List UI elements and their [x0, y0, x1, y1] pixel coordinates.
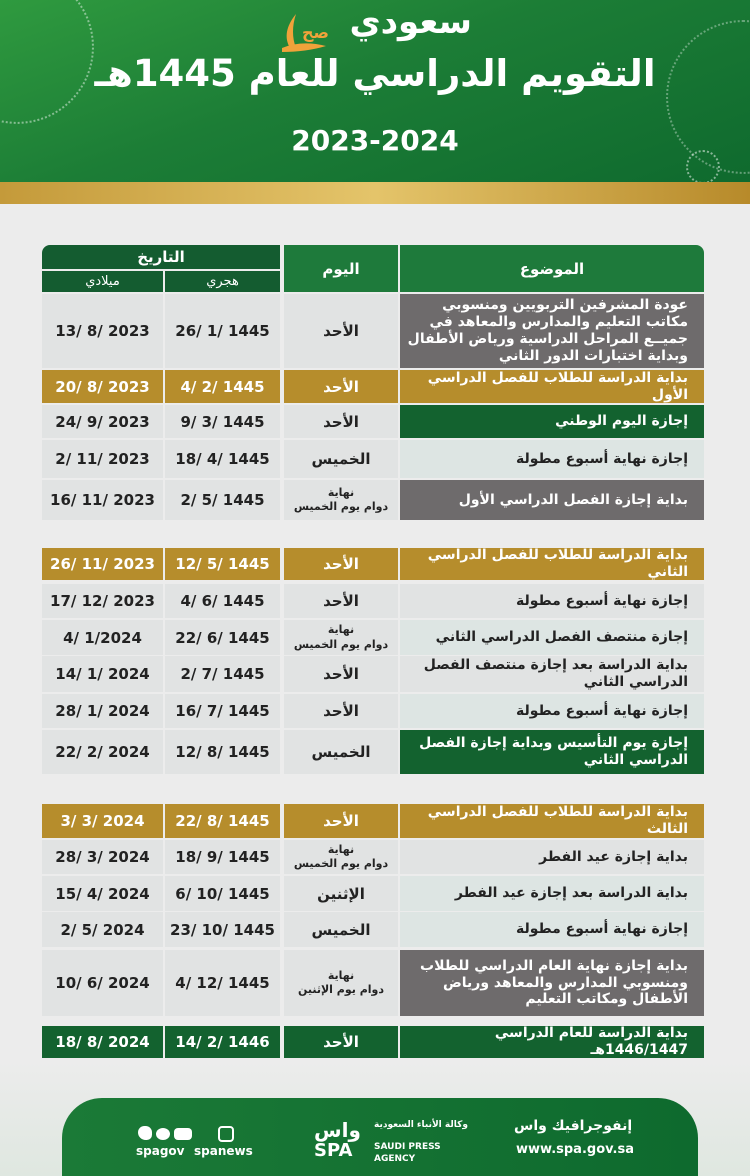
row-hijri-date: 9/ 3/ 1445 [165, 405, 280, 438]
column-header-topic: الموضوع [400, 245, 704, 292]
column-header-gregorian: ميلادي [42, 271, 163, 292]
row-day-line-2: دوام يوم الإثنين [297, 983, 385, 996]
row-day-line-1: نهاية [327, 968, 355, 982]
row-day: الأحد [284, 405, 398, 438]
gold-divider [0, 182, 750, 204]
agency-name-en-2: AGENCY [374, 1154, 416, 1164]
row-topic: بداية الدراسة للعام الدراسي 1446/1447هـ [400, 1026, 704, 1058]
row-day: الأحد [284, 548, 398, 580]
row-topic: إجازة نهاية أسبوع مطولة [400, 584, 704, 618]
row-day-line-2: دوام يوم الخميس [293, 637, 389, 651]
row-hijri-date: 4/ 2/ 1445 [165, 370, 280, 403]
column-header-hijri: هجري [165, 271, 280, 292]
row-topic: بداية الدراسة بعد إجازة منتصف الفصل الدراسي الثاني [400, 656, 704, 692]
row-gregorian-date: 3/ 3/ 2024 [42, 804, 163, 838]
row-gregorian-date: 28/ 3/ 2024 [42, 840, 163, 874]
row-gregorian-date: 2/ 5/ 2024 [42, 912, 163, 947]
row-gregorian-date: 24/ 9/ 2023 [42, 405, 163, 438]
row-hijri-date: 2/ 7/ 1445 [165, 656, 280, 692]
row-hijri-date: 4/ 12/ 1445 [165, 950, 280, 1016]
row-day-line-1: نهاية [327, 842, 355, 856]
row-day [284, 620, 398, 655]
row-topic: بداية إجازة الفصل الدراسي الأول [400, 480, 704, 520]
spagov-handle[interactable]: spagov [136, 1144, 185, 1158]
instagram-icon[interactable] [218, 1126, 234, 1142]
column-header-date: التاريخ [42, 245, 280, 269]
column-header-day: اليوم [284, 245, 398, 292]
row-hijri-date: 18/ 4/ 1445 [165, 440, 280, 478]
row-day-line-1: نهاية [327, 623, 355, 637]
sail-icon [276, 12, 330, 54]
row-gregorian-date: 18/ 8/ 2024 [42, 1026, 163, 1058]
row-day [284, 480, 398, 520]
row-hijri-date: 23/ 10/ 1445 [165, 912, 280, 947]
row-hijri-date: 22/ 6/ 1445 [165, 620, 280, 655]
row-day: الأحد [284, 656, 398, 692]
row-hijri-date: 6/ 10/ 1445 [165, 876, 280, 911]
row-day: الإثنين [284, 876, 398, 911]
page-subtitle: 2023-2024 [291, 124, 459, 157]
row-day: الأحد [284, 584, 398, 618]
row-topic: بداية إجازة نهاية العام الدراسي للطلاب ومنسوبي المدارس والمعاهد ورياض الأطفال ومكاتب التعليم [400, 950, 704, 1016]
row-hijri-date: 16/ 7/ 1445 [165, 694, 280, 728]
row-topic: إجازة اليوم الوطني [400, 405, 704, 438]
spa-logo-arabic: واس [314, 1118, 361, 1142]
row-hijri-date: 12/ 8/ 1445 [165, 730, 280, 774]
row-day: الأحد [284, 804, 398, 838]
row-day [284, 840, 398, 874]
row-day [284, 950, 398, 1016]
row-topic: إجازة نهاية أسبوع مطولة [400, 694, 704, 728]
row-hijri-date: 2/ 5/ 1445 [165, 480, 280, 520]
page-title: التقويم الدراسي للعام 1445هـ [94, 52, 656, 95]
row-hijri-date: 14/ 2/ 1446 [165, 1026, 280, 1058]
svg-text:صح: صح [302, 23, 329, 42]
row-day: الأحد [284, 1026, 398, 1058]
row-gregorian-date: 2/ 11/ 2023 [42, 440, 163, 478]
footer-bar [62, 1098, 698, 1176]
row-day-line-2: دوام يوم الخميس [293, 500, 389, 513]
spanews-handle[interactable]: spanews [194, 1144, 253, 1158]
row-topic: بداية الدراسة للطلاب للفصل الدراسي الثاني [400, 548, 704, 580]
row-gregorian-date: 28/ 1/ 2024 [42, 694, 163, 728]
twitter-icon[interactable] [156, 1128, 170, 1140]
row-topic: بداية الدراسة للطلاب للفصل الدراسي الثالث [400, 804, 704, 838]
row-topic: بداية الدراسة للطلاب للفصل الدراسي الأول [400, 370, 704, 403]
row-hijri-date: 18/ 9/ 1445 [165, 840, 280, 874]
row-topic: إجازة نهاية أسبوع مطولة [400, 912, 704, 947]
row-gregorian-date: 22/ 2/ 2024 [42, 730, 163, 774]
row-day: الأحد [284, 370, 398, 403]
row-gregorian-date: 10/ 6/ 2024 [42, 950, 163, 1016]
row-topic: إجازة منتصف الفصل الدراسي الثاني [400, 620, 704, 655]
row-day: الخميس [284, 912, 398, 947]
row-day: الخميس [284, 440, 398, 478]
website-link[interactable]: www.spa.gov.sa [516, 1142, 634, 1157]
row-hijri-date: 12/ 5/ 1445 [165, 548, 280, 580]
youtube-icon[interactable] [174, 1128, 192, 1140]
snapchat-icon[interactable] [138, 1126, 152, 1140]
row-gregorian-date: 20/ 8/ 2023 [42, 370, 163, 403]
row-day-line-2: دوام يوم الخميس [293, 857, 389, 870]
row-topic: بداية إجازة عيد الفطر [400, 840, 704, 874]
row-gregorian-date: 13/ 8/ 2023 [42, 294, 163, 368]
row-topic: عودة المشرفين التربويين ومنسوبي مكاتب التعليم والمدارس والمعاهد في جميــع المراحل الدراسية ورياض الأطفال وبداية اختبارات الدور الثاني [400, 294, 704, 368]
row-day-line-1: نهاية [327, 485, 355, 499]
brand-logo [270, 2, 480, 58]
brand-name: سعودي [349, 2, 472, 42]
row-hijri-date: 26/ 1/ 1445 [165, 294, 280, 368]
row-gregorian-date: 14/ 1/ 2024 [42, 656, 163, 692]
row-topic: إجازة يوم التأسيس وبداية إجازة الفصل الدراسي الثاني [400, 730, 704, 774]
row-day: الأحد [284, 294, 398, 368]
agency-name-en-1: SAUDI PRESS [374, 1142, 441, 1152]
row-gregorian-date: 4/ 1/2024 [42, 620, 163, 655]
row-day: الخميس [284, 730, 398, 774]
row-gregorian-date: 16/ 11/ 2023 [42, 480, 163, 520]
header-banner [0, 0, 750, 182]
row-hijri-date: 4/ 6/ 1445 [165, 584, 280, 618]
infographic-label: إنفوجرافيك واس [514, 1118, 633, 1134]
agency-name-arabic: وكالة الأنباء السعودية [374, 1120, 468, 1130]
row-topic: بداية الدراسة بعد إجازة عيد الفطر [400, 876, 704, 911]
row-topic: إجازة نهاية أسبوع مطولة [400, 440, 704, 478]
row-hijri-date: 22/ 8/ 1445 [165, 804, 280, 838]
row-gregorian-date: 15/ 4/ 2024 [42, 876, 163, 911]
row-gregorian-date: 17/ 12/ 2023 [42, 584, 163, 618]
row-day: الأحد [284, 694, 398, 728]
spa-logo-latin: SPA [314, 1140, 353, 1161]
row-gregorian-date: 26/ 11/ 2023 [42, 548, 163, 580]
